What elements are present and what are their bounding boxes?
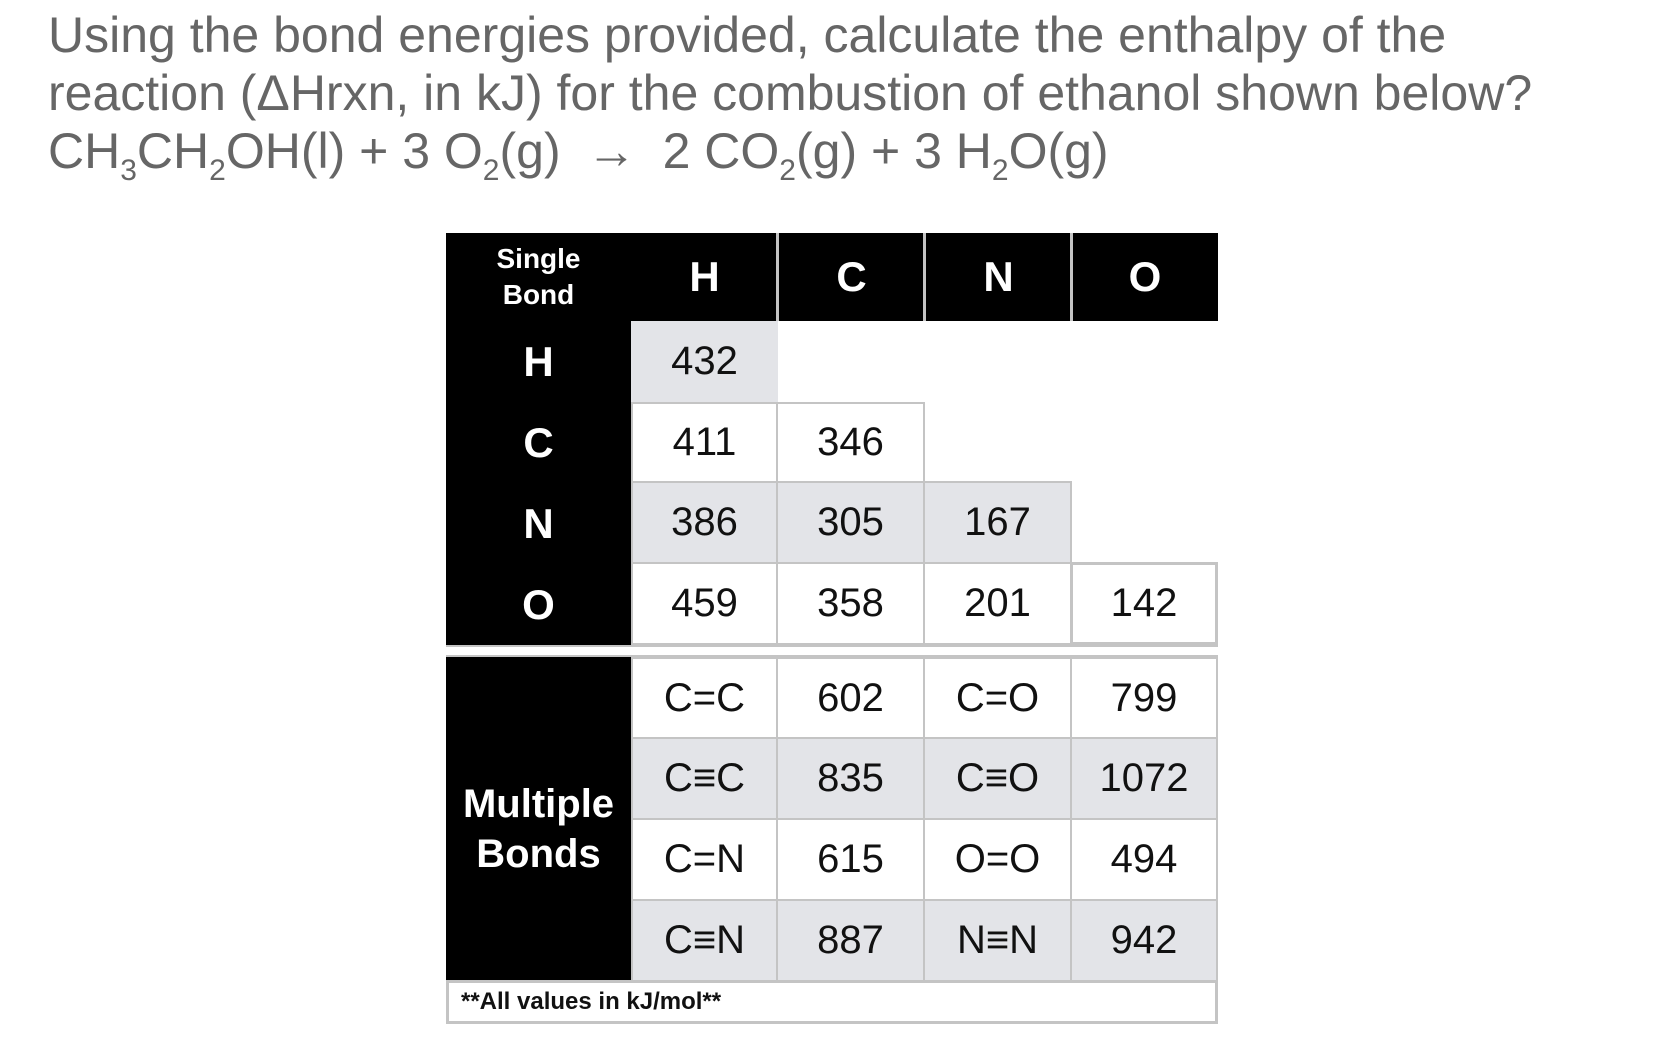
units-footnote: **All values in kJ/mol**	[446, 980, 1218, 1024]
bond-value-cell: 494	[1070, 818, 1218, 901]
bond-energy-table	[446, 233, 1218, 1020]
eq-part: 2 CO	[662, 123, 780, 179]
cell-o-n: 201	[923, 562, 1072, 645]
question-line-2: reaction (ΔHrxn, in kJ) for the combustion of ethanol shown below?	[48, 65, 1533, 121]
row-header-o: O	[522, 580, 555, 628]
eq-subscript: 2	[482, 154, 500, 187]
col-header-o: O	[1128, 253, 1162, 300]
col-header-n: N	[983, 253, 1014, 300]
bond-value-cell: 615	[776, 818, 925, 901]
bond-type-cell: C≡O	[923, 737, 1072, 820]
corner-line-1: Single	[496, 243, 581, 274]
eq-subscript: 3	[120, 154, 137, 187]
row-header-h: H	[523, 337, 554, 385]
corner-line-2: Bond	[502, 279, 575, 310]
single-bond-corner-label	[446, 233, 631, 321]
eq-part: CH	[136, 123, 210, 179]
bond-type-cell: C=N	[631, 818, 778, 901]
section-divider	[446, 645, 1218, 657]
multiple-label-line-2: Bonds	[476, 831, 601, 876]
cell-n-h: 386	[631, 481, 778, 564]
cell-h-h: 432	[631, 321, 778, 402]
cell-c-h: 411	[631, 402, 778, 483]
eq-part: CH	[48, 123, 121, 179]
bond-value-cell: 799	[1070, 657, 1218, 739]
bond-type-cell: C=C	[631, 657, 778, 739]
bond-type-cell: C≡C	[631, 737, 778, 820]
reaction-arrow-icon: →	[586, 123, 637, 179]
bond-type-cell: C≡N	[631, 899, 778, 982]
eq-part: O(g)	[1008, 123, 1109, 179]
col-header-c: C	[836, 253, 867, 300]
eq-part: OH(l) + 3 O	[225, 123, 483, 179]
reaction-equation	[48, 122, 1532, 187]
eq-subscript: 2	[209, 154, 226, 187]
col-divider	[1070, 233, 1073, 321]
cell-c-c: 346	[776, 402, 925, 483]
question-text	[48, 6, 1533, 187]
bond-value-cell: 887	[776, 899, 925, 982]
bond-value-cell: 602	[776, 657, 925, 739]
bond-type-cell: C=O	[923, 657, 1072, 739]
eq-subscript: 2	[779, 154, 796, 187]
eq-part: (g)	[499, 123, 561, 179]
row-header-n: N	[523, 499, 554, 547]
bond-value-cell: 942	[1070, 899, 1218, 982]
eq-part: (g) + 3 H	[795, 123, 992, 179]
multiple-label-line-1: Multiple	[462, 781, 615, 826]
cell-o-o: 142	[1070, 562, 1218, 645]
question-line-1: Using the bond energies provided, calculate the enthalpy of the	[48, 7, 1447, 63]
bond-type-cell: O=O	[923, 818, 1072, 901]
cell-n-c: 305	[776, 481, 925, 564]
cell-o-h: 459	[631, 562, 778, 645]
eq-subscript: 2	[991, 154, 1009, 187]
row-header-c: C	[523, 418, 554, 466]
bond-type-cell: N≡N	[923, 899, 1072, 982]
cell-n-n: 167	[923, 481, 1072, 564]
bond-value-cell: 1072	[1070, 737, 1218, 820]
multiple-bonds-label	[446, 657, 631, 980]
col-header-h: H	[689, 253, 720, 300]
col-divider	[776, 233, 779, 321]
bond-value-cell: 835	[776, 737, 925, 820]
cell-o-c: 358	[776, 562, 925, 645]
col-divider	[923, 233, 926, 321]
